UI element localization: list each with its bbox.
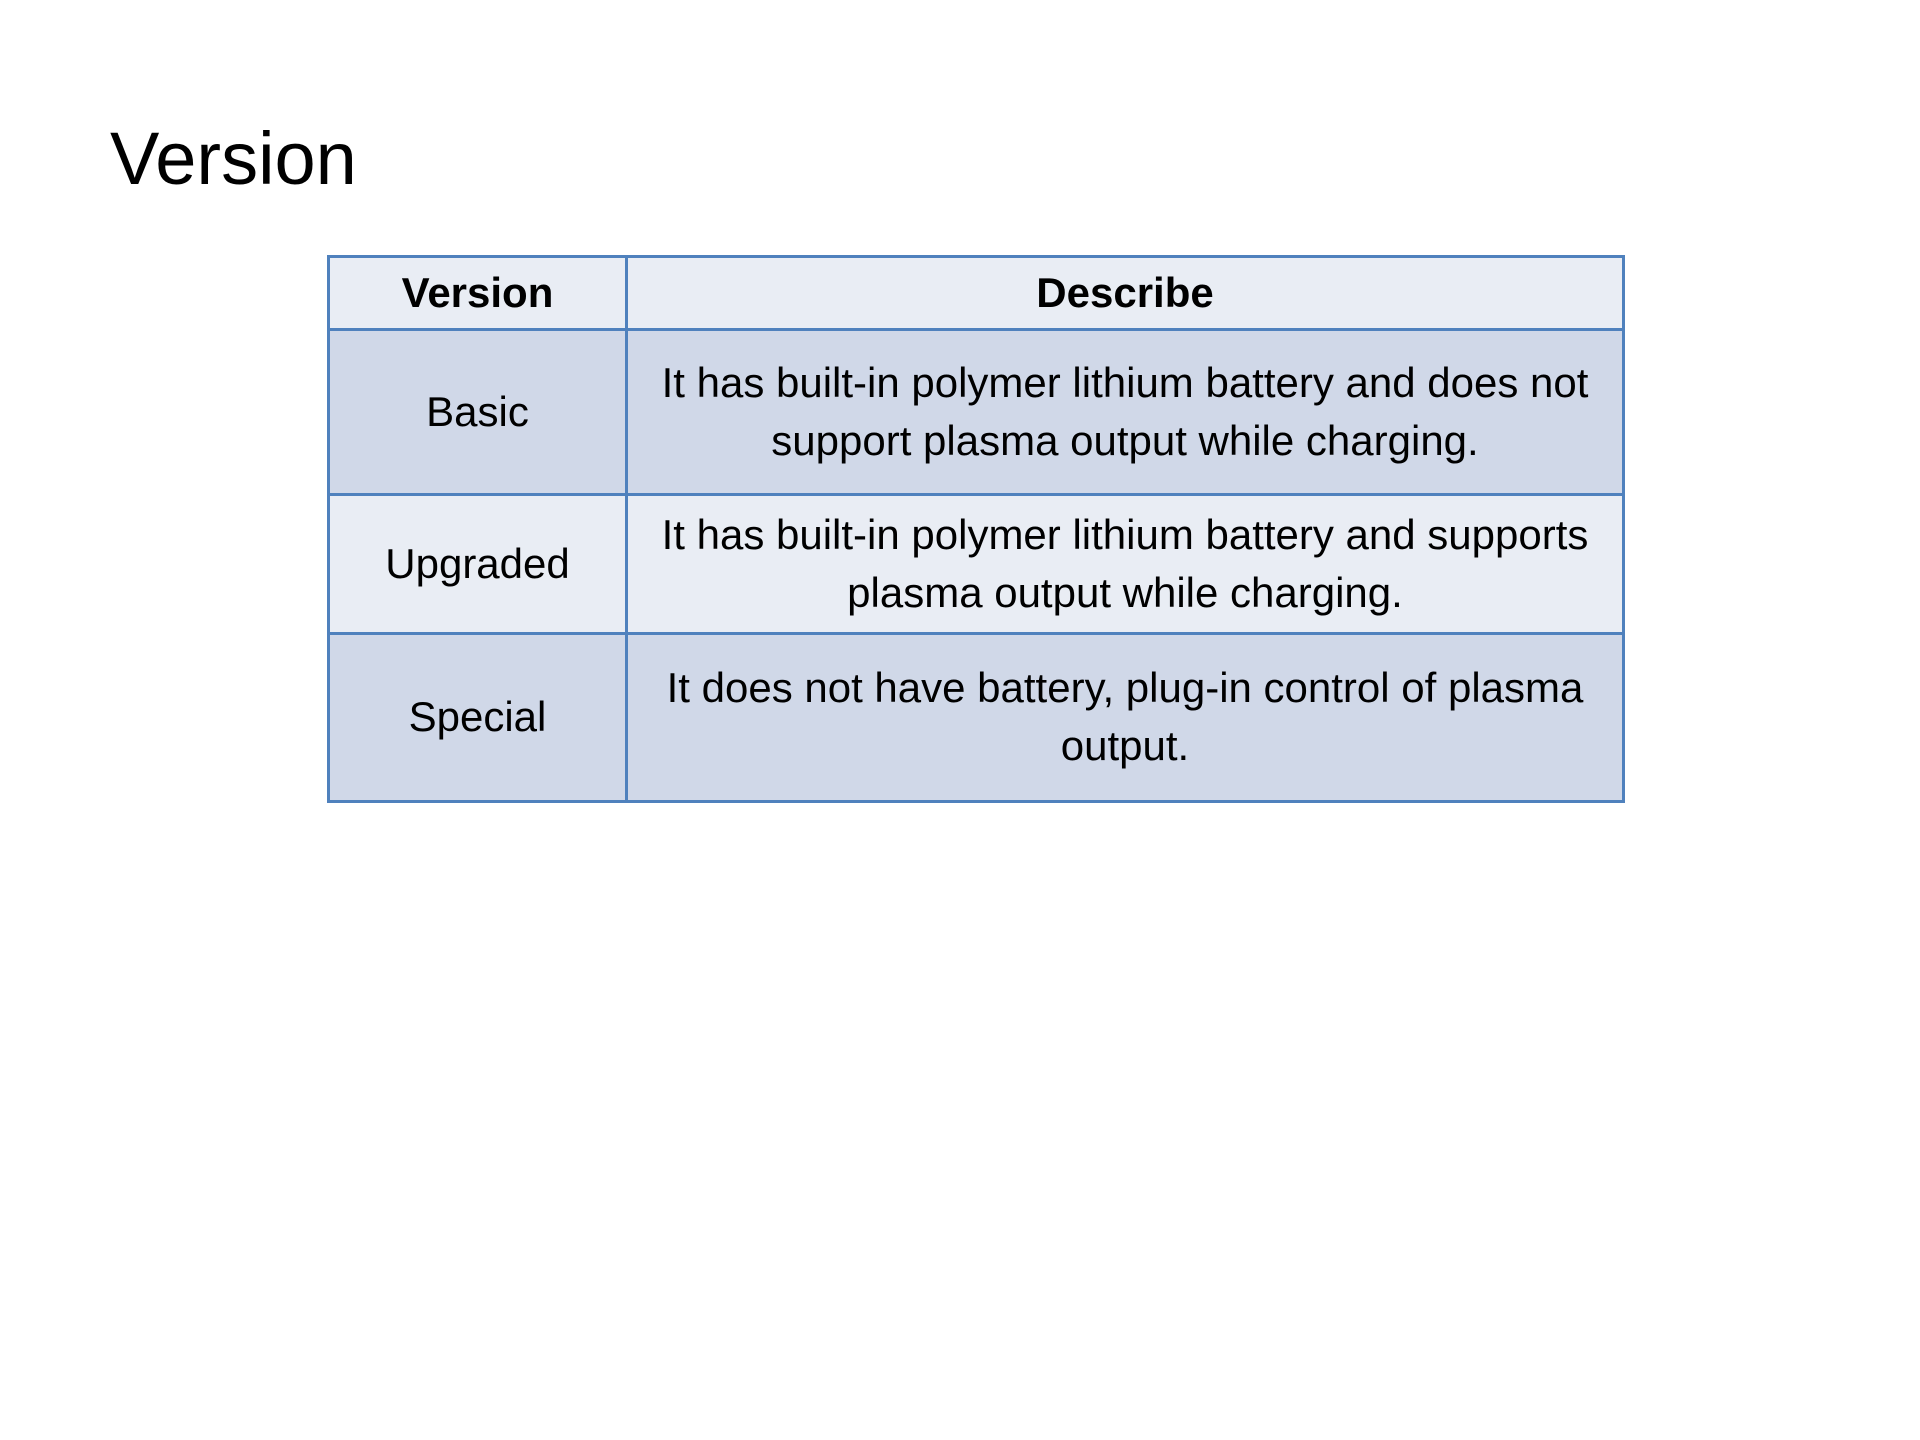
version-table — [327, 255, 1625, 803]
header-version: Version — [329, 257, 627, 330]
table-row — [329, 329, 1624, 494]
table-header-row — [329, 257, 1624, 330]
header-describe: Describe — [627, 257, 1624, 330]
cell-describe: It does not have battery, plug-in control of plasma output. — [627, 633, 1624, 801]
cell-describe: It has built-in polymer lithium battery and supports plasma output while charging. — [627, 494, 1624, 633]
cell-describe: It has built-in polymer lithium battery and does not support plasma output while charging. — [627, 329, 1624, 494]
slide-title: Version — [110, 117, 357, 200]
table-row — [329, 494, 1624, 633]
cell-version: Upgraded — [329, 494, 627, 633]
table-row — [329, 633, 1624, 801]
cell-version: Basic — [329, 329, 627, 494]
cell-version: Special — [329, 633, 627, 801]
